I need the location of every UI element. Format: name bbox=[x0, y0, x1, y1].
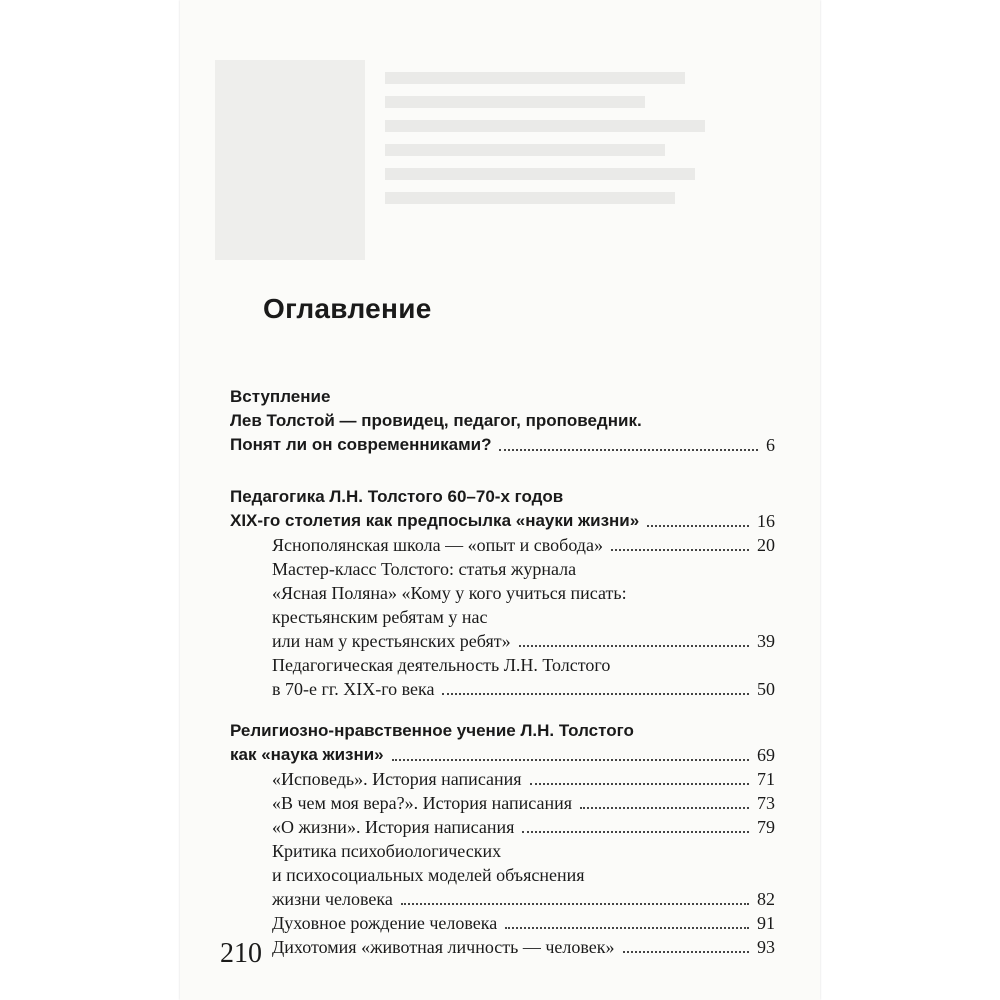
toc-entry: в 70-е гг. XIX-го века 50 bbox=[272, 679, 775, 699]
page-ref: 6 bbox=[766, 435, 775, 455]
page-ref: 93 bbox=[757, 937, 775, 957]
toc-entry: «О жизни». История написания 79 bbox=[272, 817, 775, 837]
page-ref: 50 bbox=[757, 679, 775, 699]
page-ref: 73 bbox=[757, 793, 775, 813]
leader-dots bbox=[519, 645, 749, 647]
toc-section-2-line-1: Педагогика Л.Н. Толстого 60–70-х годов bbox=[230, 487, 564, 506]
page-ref: 16 bbox=[757, 511, 775, 531]
leader-dots bbox=[392, 759, 749, 761]
toc-entry: Яснополянская школа — «опыт и свобода» 20 bbox=[272, 535, 775, 555]
toc-entry: или нам у крестьянских ребят» 39 bbox=[272, 631, 775, 651]
toc-entry-line: Мастер-класс Толстого: статья журнала bbox=[272, 559, 577, 579]
toc-section-1-line-2: Лев Толстой — провидец, педагог, проповедник. bbox=[230, 411, 642, 430]
toc-section-1-line-1: Вступление bbox=[230, 387, 331, 406]
toc-entry-line: Педагогическая деятельность Л.Н. Толстого bbox=[272, 655, 611, 675]
toc-entry-line: крестьянским ребятам у нас bbox=[272, 607, 488, 627]
page-ref: 69 bbox=[757, 745, 775, 765]
leader-dots bbox=[580, 807, 749, 809]
toc-entry: Дихотомия «животная личность — человек» 93 bbox=[272, 937, 775, 957]
table-of-contents bbox=[230, 385, 775, 959]
page-number: 210 bbox=[220, 938, 262, 969]
toc-entry-line: «Ясная Поляна» «Кому у кого учиться писать: bbox=[272, 583, 627, 603]
leader-dots bbox=[401, 903, 749, 905]
leader-dots bbox=[647, 525, 749, 527]
toc-entry: жизни человека 82 bbox=[272, 889, 775, 909]
toc-section-3-line-1: Религиозно-нравственное учение Л.Н. Толстого bbox=[230, 721, 634, 740]
toc-entry: Духовное рождение человека 91 bbox=[272, 913, 775, 933]
page-ref: 71 bbox=[757, 769, 775, 789]
toc-section-3-line-2: как «наука жизни» 69 bbox=[230, 745, 775, 765]
page-ref: 82 bbox=[757, 889, 775, 909]
toc-entry: «Исповедь». История написания 71 bbox=[272, 769, 775, 789]
leader-dots bbox=[611, 549, 749, 551]
leader-dots bbox=[505, 927, 749, 929]
toc-section-1-line-3: Понят ли он современниками? 6 bbox=[230, 435, 775, 455]
leader-dots bbox=[522, 831, 749, 833]
page-ref: 79 bbox=[757, 817, 775, 837]
toc-section-2-line-2: XIX-го столетия как предпосылка «науки жизни» 16 bbox=[230, 511, 775, 531]
page-ref: 39 bbox=[757, 631, 775, 651]
page-ref: 91 bbox=[757, 913, 775, 933]
page-ref: 20 bbox=[757, 535, 775, 555]
page-title: Оглавление bbox=[263, 293, 432, 324]
toc-entry-line: и психосоциальных моделей объяснения bbox=[272, 865, 585, 885]
leader-dots bbox=[530, 783, 749, 785]
toc-entry-line: Критика психобиологических bbox=[272, 841, 502, 861]
toc-entry: «В чем моя вера?». История написания 73 bbox=[272, 793, 775, 813]
leader-dots bbox=[499, 449, 758, 451]
leader-dots bbox=[623, 951, 749, 953]
leader-dots bbox=[442, 693, 749, 695]
